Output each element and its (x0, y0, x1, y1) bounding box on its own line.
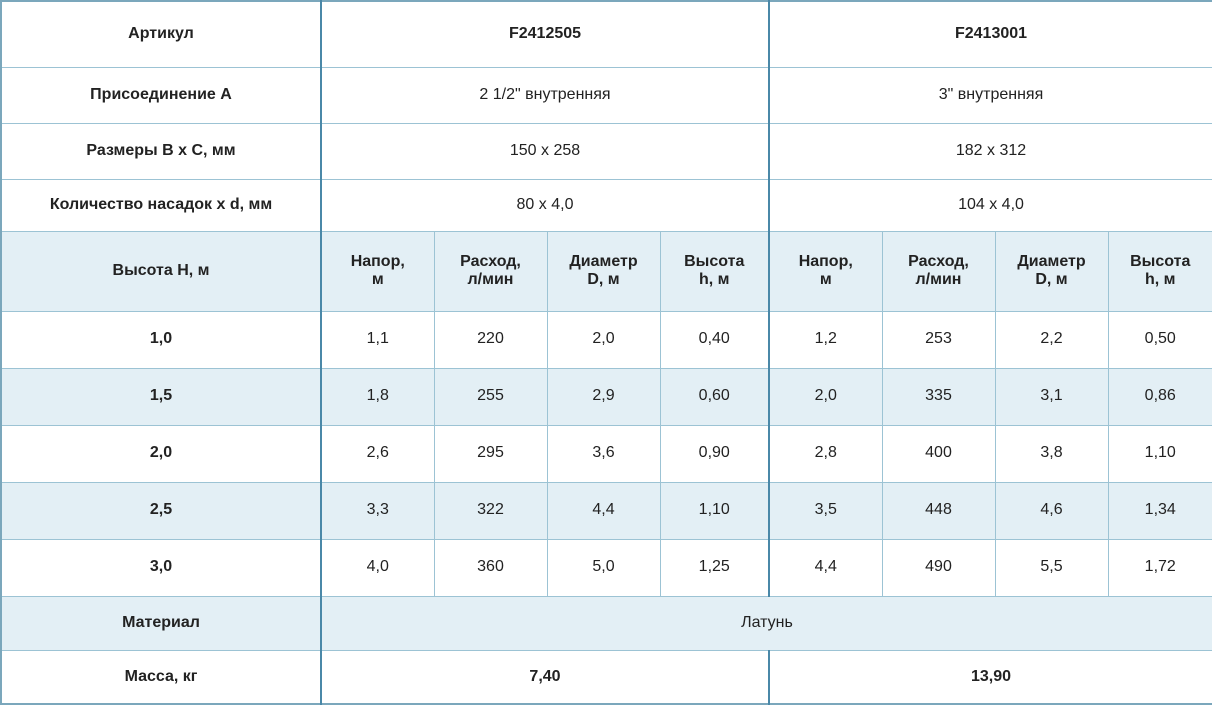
cell-value: 0,60 (660, 368, 769, 425)
table-row-article (1, 1, 1212, 67)
column-header-diameter-1-line1: Диаметр (569, 252, 638, 270)
column-header-pressure-2-line1: Напор, (798, 252, 853, 270)
column-header-height-h-2-line1: Высота (1130, 252, 1191, 270)
cell-value: 2,9 (547, 368, 660, 425)
cell-value: 2,0 (769, 368, 882, 425)
cell-value: 4,4 (769, 539, 882, 596)
column-header-flow-2-line1: Расход, (908, 252, 969, 270)
table-row (1, 482, 1212, 539)
cell-value: 335 (882, 368, 995, 425)
column-header-diameter-1 (547, 231, 660, 311)
table-row-mass (1, 650, 1212, 704)
table-row (1, 425, 1212, 482)
table-row-material (1, 596, 1212, 650)
cell-value: 400 (882, 425, 995, 482)
cell-value: 3,6 (547, 425, 660, 482)
cell-value: 1,10 (1108, 425, 1212, 482)
column-header-diameter-1-line2: D, м (587, 271, 620, 288)
cell-value: 0,86 (1108, 368, 1212, 425)
cell-value: 448 (882, 482, 995, 539)
column-header-pressure-2 (769, 231, 882, 311)
cell-value: 1,8 (321, 368, 434, 425)
material-value: Латунь (321, 596, 1212, 650)
cell-value: 253 (882, 311, 995, 368)
column-header-height-h-2-line2: h, м (1145, 271, 1176, 288)
table-row-dimensions (1, 123, 1212, 179)
row-label-nozzles: Количество насадок x d, мм (1, 179, 321, 231)
table-row (1, 539, 1212, 596)
table-row (1, 311, 1212, 368)
row-label-height: 3,0 (1, 539, 321, 596)
row-label-material: Материал (1, 596, 321, 650)
cell-value: 360 (434, 539, 547, 596)
column-header-diameter-2 (995, 231, 1108, 311)
nozzles-value-1: 80 x 4,0 (321, 179, 769, 231)
cell-value: 1,34 (1108, 482, 1212, 539)
cell-value: 1,25 (660, 539, 769, 596)
article-value-1: F2412505 (321, 1, 769, 67)
cell-value: 4,4 (547, 482, 660, 539)
column-header-flow-2 (882, 231, 995, 311)
dimensions-value-1: 150 x 258 (321, 123, 769, 179)
column-header-flow-2-line2: л/мин (915, 271, 962, 288)
cell-value: 2,8 (769, 425, 882, 482)
cell-value: 3,8 (995, 425, 1108, 482)
table-row (1, 368, 1212, 425)
cell-value: 4,6 (995, 482, 1108, 539)
row-label-dimensions: Размеры B x C, мм (1, 123, 321, 179)
column-header-height-h-1-line2: h, м (699, 271, 730, 288)
cell-value: 5,5 (995, 539, 1108, 596)
table-row-nozzles (1, 179, 1212, 231)
table-row-connection (1, 67, 1212, 123)
table-row-subheaders (1, 231, 1212, 311)
row-label-height: 2,0 (1, 425, 321, 482)
dimensions-value-2: 182 x 312 (769, 123, 1212, 179)
column-header-pressure-1-line1: Напор, (350, 252, 405, 270)
column-header-diameter-2-line1: Диаметр (1017, 252, 1086, 270)
article-value-2: F2413001 (769, 1, 1212, 67)
column-header-pressure-1 (321, 231, 434, 311)
cell-value: 255 (434, 368, 547, 425)
cell-value: 3,3 (321, 482, 434, 539)
column-header-pressure-1-line2: м (371, 271, 384, 288)
cell-value: 490 (882, 539, 995, 596)
column-header-pressure-2-line2: м (819, 271, 832, 288)
cell-value: 0,40 (660, 311, 769, 368)
mass-value-2: 13,90 (769, 650, 1212, 704)
cell-value: 0,50 (1108, 311, 1212, 368)
row-label-connection: Присоединение A (1, 67, 321, 123)
column-header-flow-1 (434, 231, 547, 311)
row-label-mass: Масса, кг (1, 650, 321, 704)
cell-value: 1,2 (769, 311, 882, 368)
column-header-diameter-2-line2: D, м (1035, 271, 1068, 288)
connection-value-2: 3" внутренняя (769, 67, 1212, 123)
column-header-height-h-1 (660, 231, 769, 311)
row-label-height: 2,5 (1, 482, 321, 539)
nozzles-value-2: 104 x 4,0 (769, 179, 1212, 231)
cell-value: 322 (434, 482, 547, 539)
row-label-height: 1,5 (1, 368, 321, 425)
row-label-article: Артикул (1, 1, 321, 67)
connection-value-1: 2 1/2" внутренняя (321, 67, 769, 123)
cell-value: 0,90 (660, 425, 769, 482)
cell-value: 5,0 (547, 539, 660, 596)
cell-value: 2,0 (547, 311, 660, 368)
cell-value: 295 (434, 425, 547, 482)
cell-value: 3,5 (769, 482, 882, 539)
column-header-height-h-2 (1108, 231, 1212, 311)
cell-value: 4,0 (321, 539, 434, 596)
cell-value: 3,1 (995, 368, 1108, 425)
cell-value: 2,2 (995, 311, 1108, 368)
row-label-height: 1,0 (1, 311, 321, 368)
mass-value-1: 7,40 (321, 650, 769, 704)
cell-value: 220 (434, 311, 547, 368)
cell-value: 1,1 (321, 311, 434, 368)
column-header-height: Высота H, м (1, 231, 321, 311)
column-header-flow-1-line1: Расход, (460, 252, 521, 270)
cell-value: 1,10 (660, 482, 769, 539)
column-header-flow-1-line2: л/мин (467, 271, 514, 288)
cell-value: 1,72 (1108, 539, 1212, 596)
column-header-height-h-1-line1: Высота (684, 252, 745, 270)
cell-value: 2,6 (321, 425, 434, 482)
